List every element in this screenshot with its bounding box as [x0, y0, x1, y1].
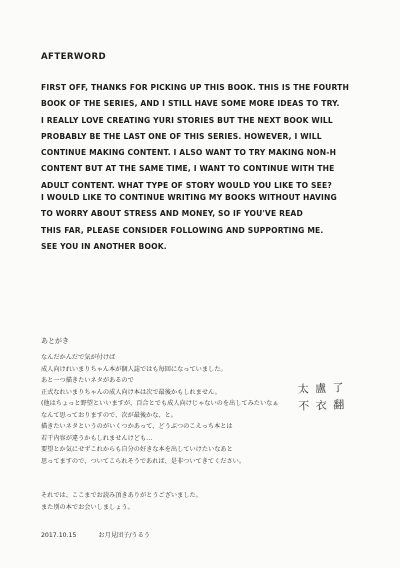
footer-author: お月見団子/うるう	[98, 532, 150, 539]
handwritten-signature: 太 盧 了 不 衣 翻	[297, 381, 347, 413]
afterword-paragraph-2: I WOULD LIKE TO CONTINUE WRITING MY BOOKS WITHOUT HAVING TO WORRY ABOUT STRESS AND MONEY, SO IF YOU'VE READ THIS FAR, PLEASE CONSIDER FOLLOWING AND SUPPORTING ME. SEE YOU IN ANOTHER BOOK.	[41, 193, 337, 251]
footer	[41, 530, 150, 539]
afterword-paragraph-1: FIRST OFF, THANKS FOR PICKING UP THIS BOOK. THIS IS THE FOURTH BOOK OF THE SERIES, AND I STILL HAVE SOME MORE IDEAS TO TRY. I REALLY LOVE CREATING YURI STORIES BUT THE NEXT BOOK WILL PROBABLY BE THE LAST ONE OF THIS SERIES. HOWEVER, I WILL CONTINUE MAKING CONTENT. I ALSO WANT TO TRY MAKING NON-H CONTENT BUT AT THE SAME TIME, I WANT TO CONTINUE WITH THE ADULT CONTENT. WHAT TYPE OF STORY WOULD YOU LIKE TO SEE?	[41, 83, 349, 190]
atogaki-paragraph-2: それでは、ここまでお読み頂きありがとうございました。 また別の本でお会いしましょう。	[41, 492, 202, 511]
footer-date: 2017.10.15	[41, 532, 77, 539]
atogaki-heading: あとがき	[41, 337, 69, 345]
atogaki-paragraph-1: なんだかんだで気が付けば 成人向けれいまりちゃん本が個人誌ではも毎回になっていました。 あと一つ描きたいネタがあるので 正式なれいまりちゃんの成人向け本は次で最後かもしれません。 (他はちょっと野望といいますが、百合とでも成人向けじゃないのを出してみたいなぁ なんて思っておりますので、次が最後かな、と。 描きたいネタというのがいくつかあって、どうぶつのこえっち本とは 若干内容が違うかもしれませんけども… 要望とか気にせずこれからも自分の好きな本を出していけたいなあと 思ってますので、ついてこられそうであれば、是非ついてきてください。	[41, 354, 279, 465]
afterword-heading: AFTERWORD	[41, 52, 107, 62]
